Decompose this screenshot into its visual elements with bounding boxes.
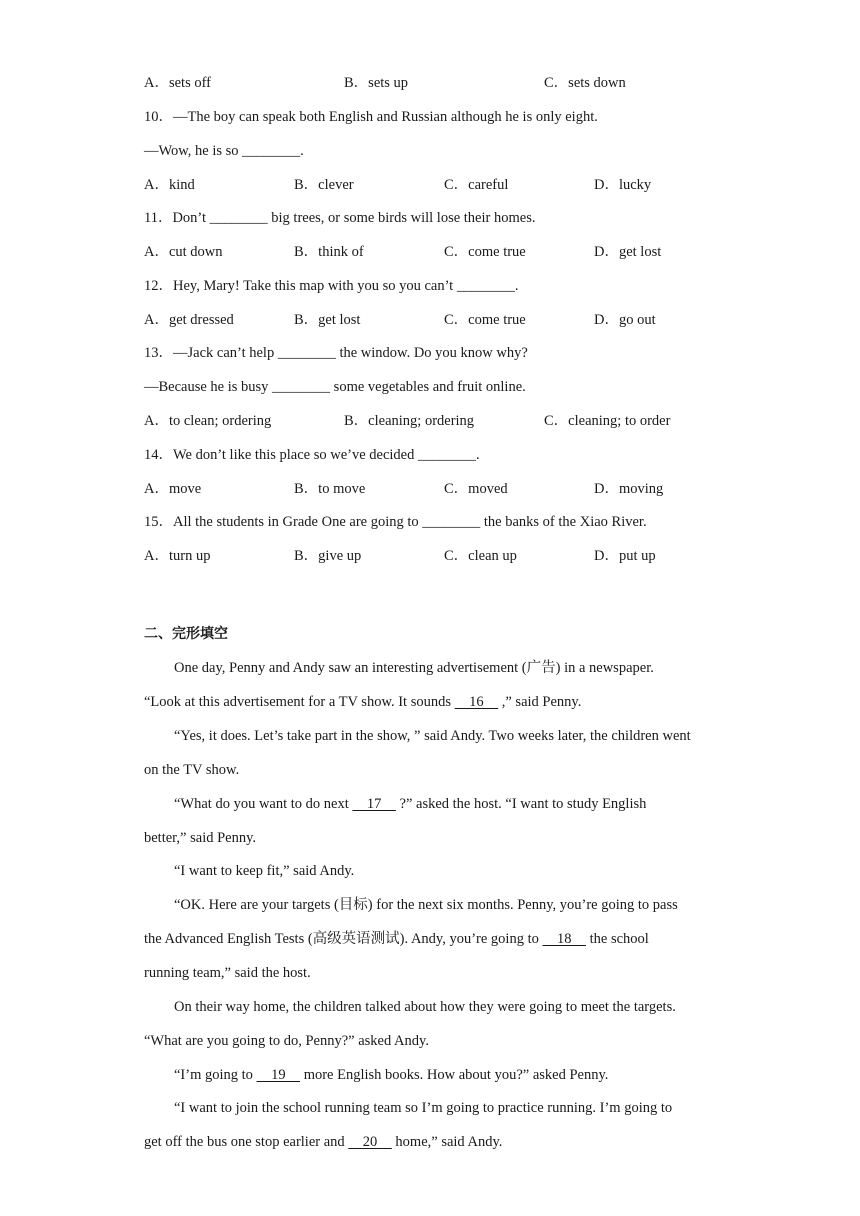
q12-option-b: B．get lost bbox=[294, 312, 361, 328]
cloze-text: “What do you want to do next bbox=[174, 796, 353, 812]
q12-option-c: C．come true bbox=[444, 312, 526, 328]
blank-18[interactable]: 18 bbox=[542, 931, 586, 947]
cloze-paragraph-9: “I want to join the school running team so I’m going to practice running. I’m going to bbox=[174, 1100, 673, 1116]
q11-option-b: B．think of bbox=[294, 244, 364, 260]
q15-option-a: A．turn up bbox=[144, 548, 211, 564]
blank-16[interactable]: 16 bbox=[454, 694, 499, 710]
q11-option-d: D．get lost bbox=[594, 244, 662, 260]
cloze-text: “I’m going to bbox=[174, 1067, 257, 1083]
q14-option-c: C．moved bbox=[444, 481, 508, 497]
blank-17[interactable]: 17 bbox=[352, 796, 396, 812]
q10-stem: 10．—The boy can speak both English and Russian although he is only eight. bbox=[144, 109, 598, 125]
q15-stem: 15．All the students in Grade One are going to ________ the banks of the Xiao River. bbox=[144, 514, 647, 530]
cloze-text: the Advanced English Tests (高级英语测试). Andy, you’re going to bbox=[144, 931, 543, 947]
q10-stem-reply: —Wow, he is so ________. bbox=[144, 143, 304, 159]
q13-stem-reply: —Because he is busy ________ some vegetables and fruit online. bbox=[144, 379, 526, 395]
blank-19[interactable]: 19 bbox=[256, 1067, 301, 1083]
q12-stem: 12．Hey, Mary! Take this map with you so you can’t ________. bbox=[144, 278, 519, 294]
q12-option-a: A．get dressed bbox=[144, 312, 234, 328]
cloze-paragraph-8 bbox=[174, 1065, 608, 1085]
cloze-paragraph-2 bbox=[144, 692, 581, 712]
q14-option-d: D．moving bbox=[594, 481, 664, 497]
cloze-text: ,” said Penny. bbox=[498, 694, 582, 710]
cloze-text: home,” said Andy. bbox=[391, 1134, 503, 1150]
q9-option-c: C．sets down bbox=[544, 75, 626, 91]
q14-option-b: B．to move bbox=[294, 481, 366, 497]
q11-option-c: C．come true bbox=[444, 244, 526, 260]
q15-option-d: D．put up bbox=[594, 548, 656, 564]
cloze-paragraph-4 bbox=[174, 794, 646, 814]
cloze-paragraph-7: On their way home, the children talked about how they were going to meet the targets. bbox=[174, 999, 676, 1015]
q13-option-a: A．to clean; ordering bbox=[144, 413, 272, 429]
section-title-cloze: 二、完形填空 bbox=[144, 626, 228, 642]
q14-stem: 14．We don’t like this place so we’ve decided ________. bbox=[144, 447, 480, 463]
cloze-paragraph-6: “OK. Here are your targets (目标) for the next six months. Penny, you’re going to pass bbox=[174, 897, 678, 913]
cloze-paragraph-4-cont: better,” said Penny. bbox=[144, 830, 257, 846]
q11-stem: 11．Don’t ________ big trees, or some birds will lose their homes. bbox=[144, 210, 536, 226]
q13-option-c: C．cleaning; to order bbox=[544, 413, 671, 429]
q14-option-a: A．move bbox=[144, 481, 202, 497]
cloze-paragraph-6-cont bbox=[144, 929, 649, 949]
cloze-text: “Look at this advertisement for a TV show. It sounds bbox=[144, 694, 455, 710]
cloze-paragraph-9-cont bbox=[144, 1132, 502, 1152]
cloze-paragraph-1: One day, Penny and Andy saw an interesting advertisement (广告) in a newspaper. bbox=[174, 660, 654, 676]
cloze-paragraph-3-cont: on the TV show. bbox=[144, 762, 240, 778]
q9-option-a: A．sets off bbox=[144, 75, 211, 91]
q13-option-b: B．cleaning; ordering bbox=[344, 413, 475, 429]
q12-option-d: D．go out bbox=[594, 312, 656, 328]
cloze-paragraph-3: “Yes, it does. Let’s take part in the show, ” said Andy. Two weeks later, the children went bbox=[174, 728, 691, 744]
q10-option-c: C．careful bbox=[444, 177, 509, 193]
cloze-paragraph-5: “I want to keep fit,” said Andy. bbox=[174, 863, 355, 879]
q10-option-d: D．lucky bbox=[594, 177, 652, 193]
q11-option-a: A．cut down bbox=[144, 244, 223, 260]
blank-20[interactable]: 20 bbox=[348, 1134, 392, 1150]
cloze-paragraph-6-end: running team,” said the host. bbox=[144, 965, 311, 981]
cloze-text: the school bbox=[586, 931, 649, 947]
q15-option-b: B．give up bbox=[294, 548, 362, 564]
q15-option-c: C．clean up bbox=[444, 548, 517, 564]
cloze-text: ?” asked the host. “I want to study English bbox=[395, 796, 647, 812]
q10-option-a: A．kind bbox=[144, 177, 195, 193]
cloze-paragraph-7-cont: “What are you going to do, Penny?” asked Andy. bbox=[144, 1033, 429, 1049]
q13-stem: 13．—Jack can’t help ________ the window. Do you know why? bbox=[144, 345, 528, 361]
cloze-text: get off the bus one stop earlier and bbox=[144, 1134, 349, 1150]
q9-option-b: B．sets up bbox=[344, 75, 409, 91]
cloze-text: more English books. How about you?” asked Penny. bbox=[300, 1067, 609, 1083]
q10-option-b: B．clever bbox=[294, 177, 354, 193]
